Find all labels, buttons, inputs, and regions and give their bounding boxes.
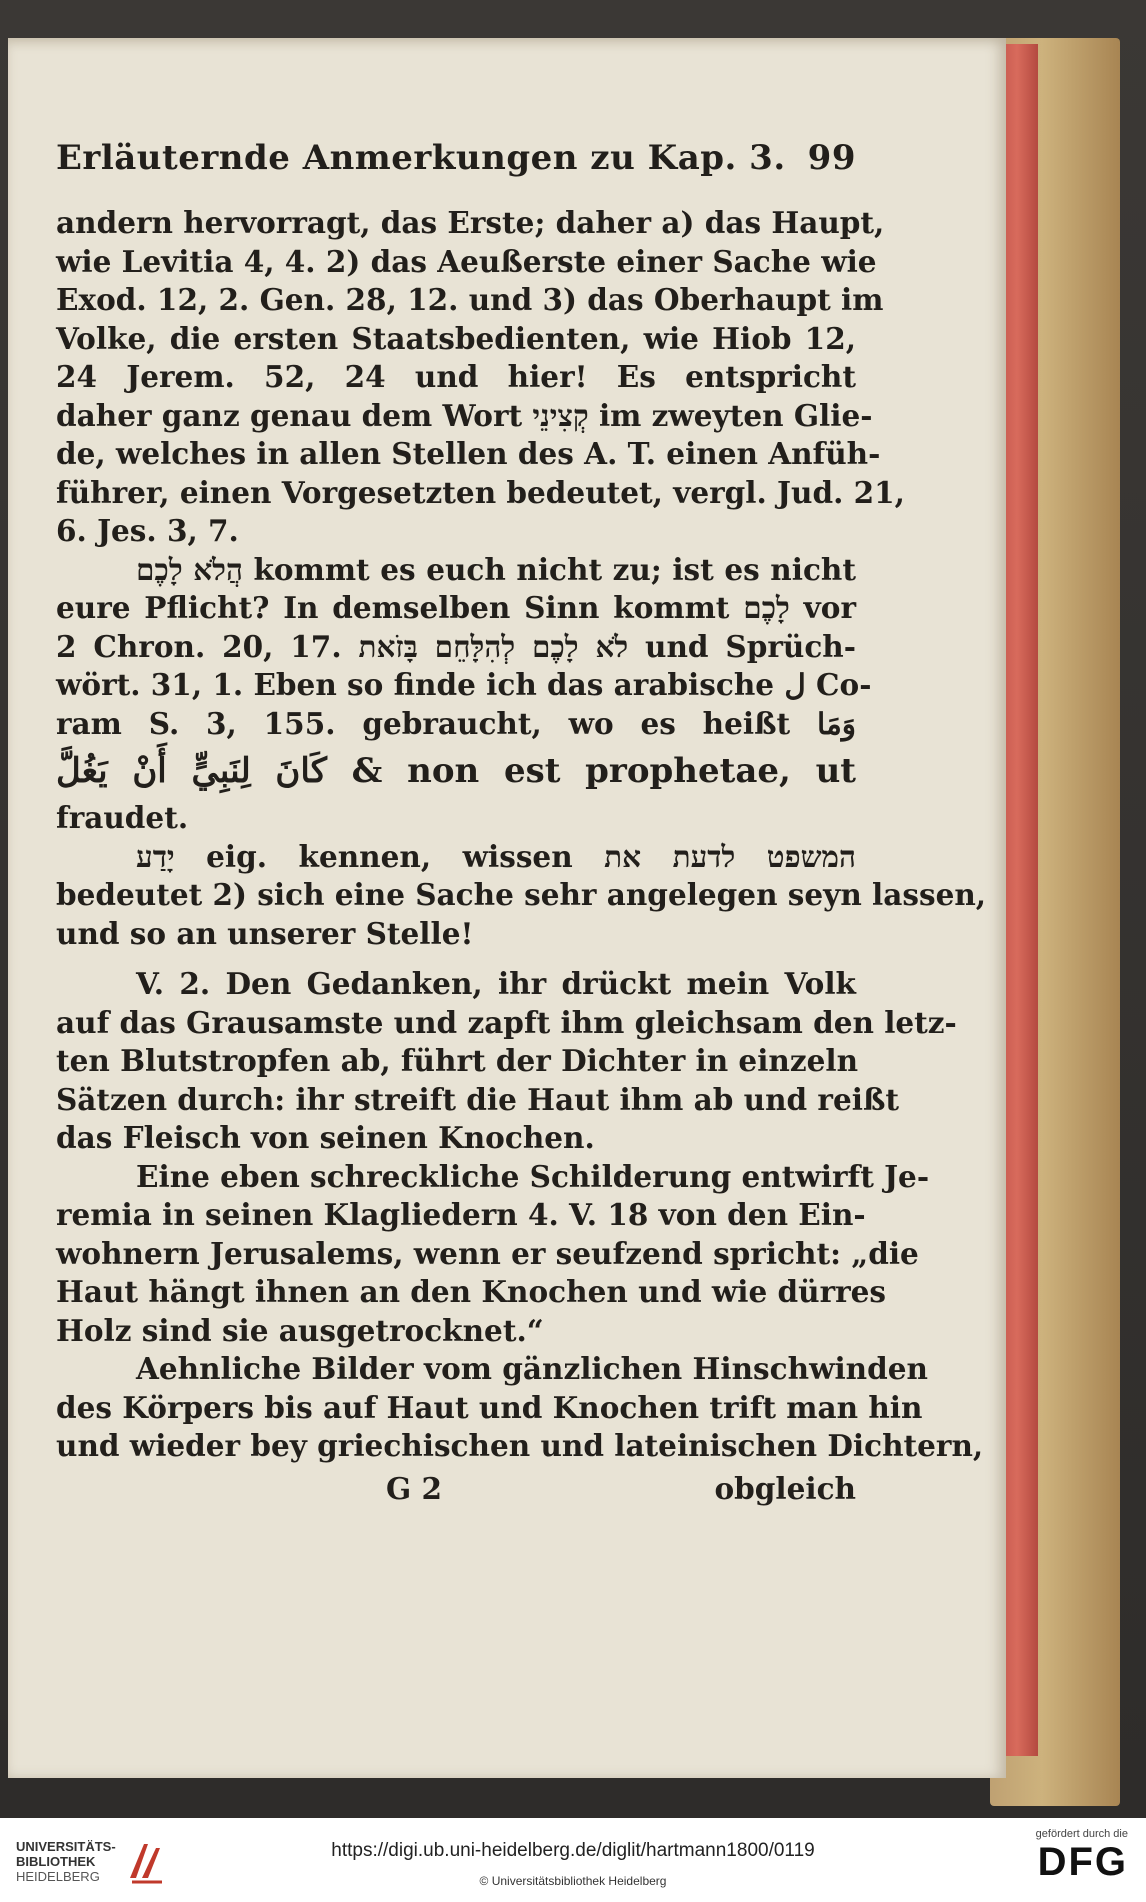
book-page [8,38,1006,1778]
library-name-line1: UNIVERSITÄTS- [16,1838,116,1854]
text-line: und wieder bey griechischen und lateinischen Dichtern, [56,1428,984,1463]
text-line: bedeutet 2) sich eine Sache sehr angelegen seyn lassen, [56,877,987,912]
text-line: remia in seinen Klagliedern 4. V. 18 von den Ein- [56,1197,866,1232]
text-line: eure Pflicht? In demselben Sinn kommt לָכֶם vor [56,590,856,625]
signature-mark: G 2 [386,1470,442,1506]
funding-note: gefördert durch die [1035,1828,1128,1840]
text-line-arabic: كَانَ لِنَبِيٍّ أَنْ يَغُلَّ & non est prophetae, ut [56,751,856,791]
text-line: Haut hängt ihnen an den Knochen und wie dürres [56,1274,887,1309]
text-line: Holz sind sie ausgetrocknet.“ [56,1312,544,1348]
running-head-title: Erläuternde Anmerkungen zu Kap. 3. [56,138,786,178]
page-foot [56,1470,856,1509]
copyright-notice: © Universitätsbibliothek Heidelberg [479,1874,667,1888]
text-line: Exod. 12, 2. Gen. 28, 12. und 3) das Oberhaupt im [56,282,884,317]
text-line: 24 Jerem. 52, 24 und hier! Es entspricht [56,359,856,394]
text-line: Eine eben schreckliche Schilderung entwirft Je- [136,1158,930,1194]
text-line: fraudet. [56,800,189,835]
text-line: Volke, die ersten Staatsbedienten, wie Hiob 12, [56,320,856,356]
text-line: 6. Jes. 3, 7. [56,513,239,548]
text-line: führer, einen Vorgesetzten bedeutet, vergl. Jud. 21, [56,474,905,510]
text-line: ten Blutstropfen ab, führt der Dichter in einzeln [56,1043,859,1078]
text-line: das Fleisch von seinen Knochen. [56,1120,595,1155]
text-line: und so an unserer Stelle! [56,915,474,951]
text-line: daher ganz genau dem Wort קְצִינֵי im zweyten Glie- [56,397,873,433]
text-line: 2 Chron. 20, 17. לֹא לָכֶם לְהִלָּחֵם בָּזֹאת und Sprüch- [56,628,856,664]
text-line: auf das Grausamste und zapft ihm gleichsam den letz- [56,1004,957,1040]
page-url-link[interactable]: https://digi.ub.uni-heidelberg.de/diglit/hartmann1800/0119 [331,1840,815,1861]
library-name-line3: HEIDELBERG [16,1868,100,1884]
text-line: ram S. 3, 155. gebraucht, wo es heißt وَمَا [56,705,856,741]
text-line: Sätzen durch: ihr streift die Haut ihm ab und reißt [56,1081,899,1117]
text-line: V. 2. Den Gedanken, ihr drückt mein Volk [136,966,856,1001]
text-line: Aehnliche Bilder vom gänzlichen Hinschwinden [136,1351,928,1386]
running-head [56,138,856,178]
catchword: obgleich [714,1470,856,1506]
text-line: wört. 31, 1. Eben so finde ich das arabische ل Co- [56,667,872,702]
text-line: wohnern Jerusalems, wenn er seufzend spricht: „die [56,1235,919,1271]
funder-name: DFG [1037,1840,1128,1884]
text-line: wie Levitia 4, 4. 2) das Aeußerste einer Sache wie [56,243,877,279]
dfg-logo[interactable] [1036,1828,1128,1884]
text-line: הֲלֹא לָכֶם kommt es euch nicht zu; ist es nicht [136,551,856,587]
text-line: de, welches in allen Stellen des A. T. einen Anfüh- [56,436,881,471]
page-number: 99 [807,138,856,178]
page-text [56,138,987,1508]
library-name-line2: BIBLIOTHEK [16,1853,96,1869]
text-line: andern hervorragt, das Erste; daher a) das Haupt, [56,205,885,240]
viewer-footer [0,1818,1146,1902]
text-line: des Körpers bis auf Haut und Knochen trift man hin [56,1389,923,1425]
text-line: יָדַע eig. kennen, wissen המשפט לדעת את [136,838,856,874]
